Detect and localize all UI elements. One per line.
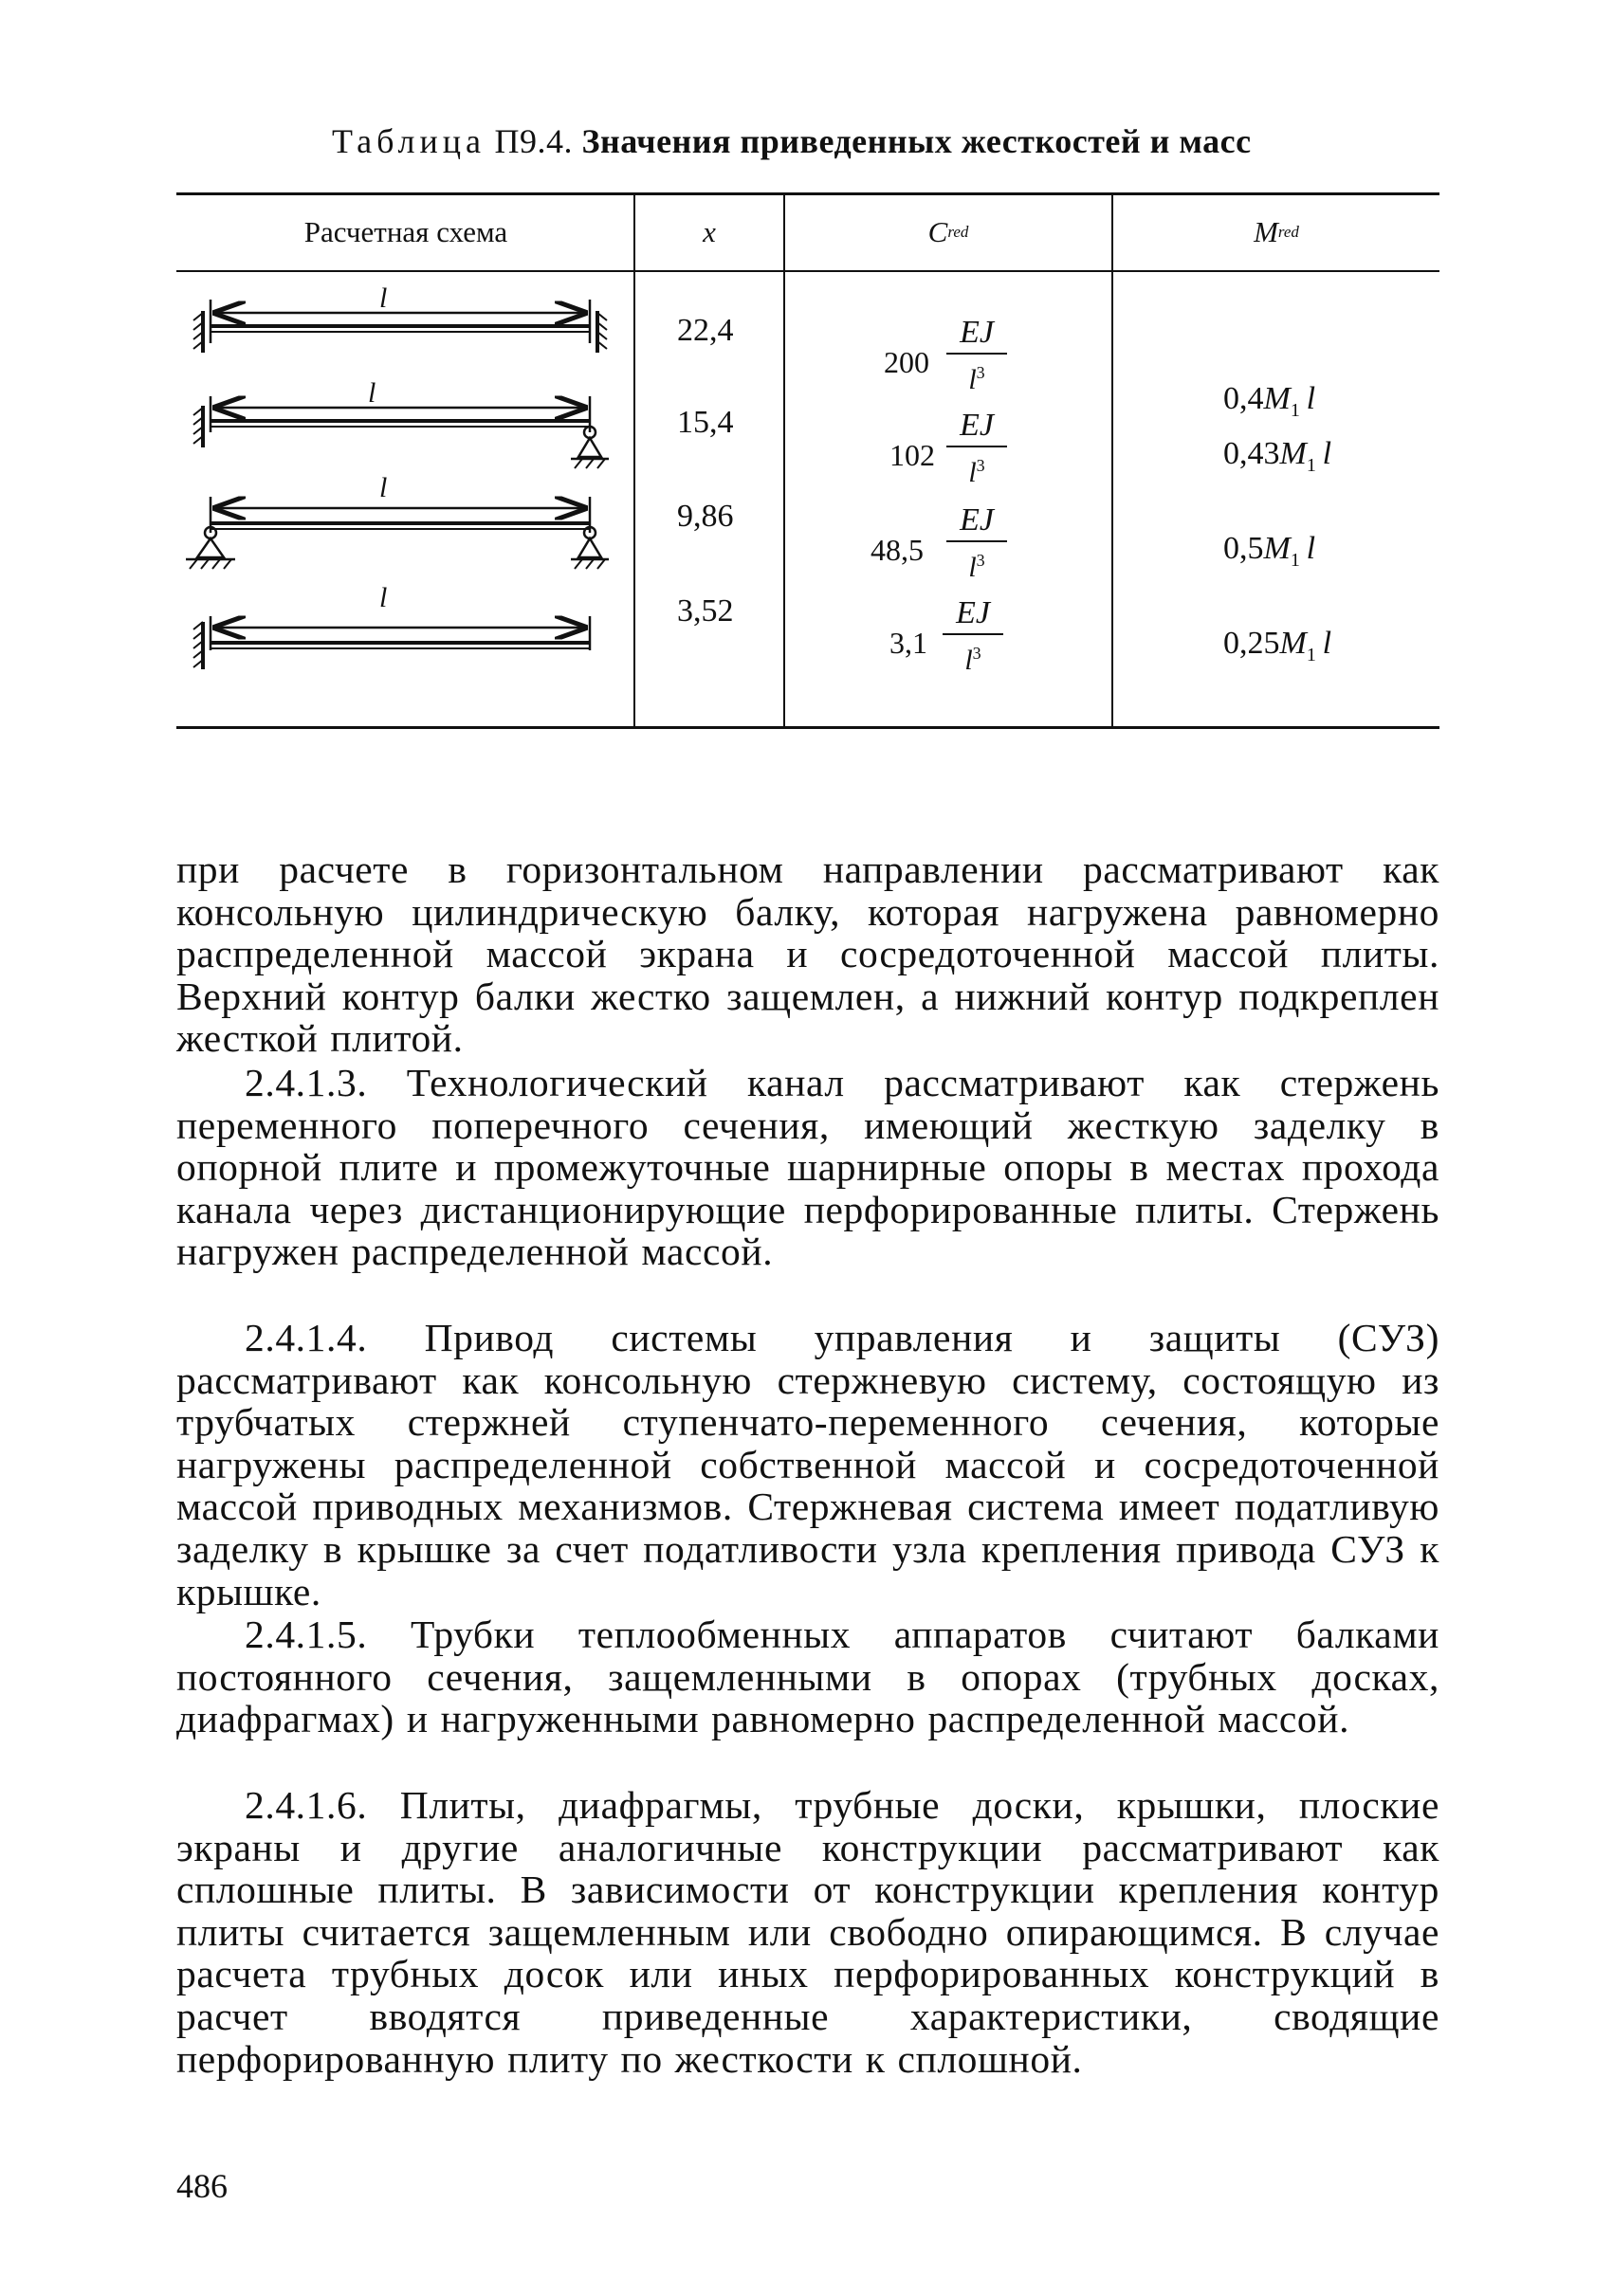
row-4-c: 3,1 EJ $l^3$ <box>884 597 1073 688</box>
row-1-x: 22,4 <box>677 313 734 348</box>
table-col-divider-2 <box>783 194 785 727</box>
paragraph-horizontal-calc: при расчете в горизонтальном направлении рассматривают как консольную цилиндрическую балку, которая нагружена равномерно распределенной массой экрана и сосредоточенной массой плиты. Верхний контур балки жестко защемлен, а нижний контур подкреплен жесткой плитой. <box>176 847 1439 1061</box>
row-3-x: 9,86 <box>677 499 734 534</box>
scheme-drawings <box>180 275 626 726</box>
table-caption <box>332 121 1252 161</box>
row-2-x: 15,4 <box>677 405 734 440</box>
scheme-2-span-label: l <box>368 377 376 409</box>
paragraph-2-4-1-4: 2.4.1.4. Привод системы управления и защиты (СУЗ) рассматривают как консольную стержневую систему, состоящую из трубчатых стержней ступенчато-переменного сечения, которые нагружены распределенной собственной массой и сосредоточенной массой приводных механизмов. Стержневая система имеет податливую заделку в крышке за счет податливости узла крепления привода СУЗ к крышке. <box>176 1316 1439 1613</box>
scheme-fixed-fixed <box>193 282 607 353</box>
scheme-fixed-pinned <box>193 377 609 468</box>
table-col-divider-1 <box>633 194 635 727</box>
table-col-divider-3 <box>1111 194 1113 727</box>
paragraph-2-4-1-6: 2.4.1.6. Плиты, диафрагмы, трубные доски, крышки, плоские экраны и другие аналогичные конструкции рассматривают как сплошные плиты. В зависимости от конструкции крепления контур плиты считается защемленным или свободно опирающимся. В случае расчета трубных досок или иных перфорированных конструкций в расчет вводятся приведенные характеристики, сводящие перфорированную плиту по жесткости к сплошной. <box>176 1783 1439 2081</box>
row-3-m: $0,5M_1$ l <box>1223 531 1316 571</box>
row-4-x: 3,52 <box>677 593 734 629</box>
row-2-c: 102 EJ $l^3$ <box>884 410 1073 501</box>
table-caption-title: Значения приведенных жесткостей и масс <box>581 122 1252 160</box>
row-4-m: $0,25M_1$ l <box>1223 626 1332 665</box>
header-scheme: Расчетная схема <box>303 215 508 248</box>
scheme-4-span-label: l <box>379 582 388 613</box>
row-2-m: $0,43M_1$ l <box>1223 436 1332 476</box>
header-m-red: M red <box>1254 215 1299 248</box>
header-x: x <box>703 215 716 248</box>
header-c-red: C red <box>927 215 969 248</box>
table-bottom-rule <box>176 726 1439 729</box>
row-1-c: 200 EJ $l^3$ <box>884 317 1073 408</box>
table-header-rule <box>176 270 1439 272</box>
table-caption-number: П9.4. <box>494 122 573 160</box>
row-1-m: $0,4M_1$ l <box>1223 381 1316 421</box>
page-number: 486 <box>176 2167 228 2205</box>
scheme-cantilever <box>193 582 590 669</box>
scheme-pinned-pinned <box>186 472 609 569</box>
paragraph-2-4-1-3: 2.4.1.3. Технологический канал рассматривают как стержень переменного поперечного сечения, имеющий жесткую заделку в опорной плите и промежуточные шарнирные опоры в местах прохода канала через дистанционирующие перфорированные плиты. Стержень нагружен распределенной массой. <box>176 1061 1439 1274</box>
scheme-1-span-label: l <box>379 282 388 314</box>
row-3-c: 48,5 EJ $l^3$ <box>871 504 1079 595</box>
paragraph-2-4-1-5: 2.4.1.5. Трубки теплообменных аппаратов считают балками постоянного сечения, защемленными в опорах (трубных досках, диафрагмах) и нагруженными равномерно распределенной массой. <box>176 1613 1439 1741</box>
table-caption-prefix: Таблица <box>332 122 486 160</box>
scheme-3-span-label: l <box>379 472 388 503</box>
